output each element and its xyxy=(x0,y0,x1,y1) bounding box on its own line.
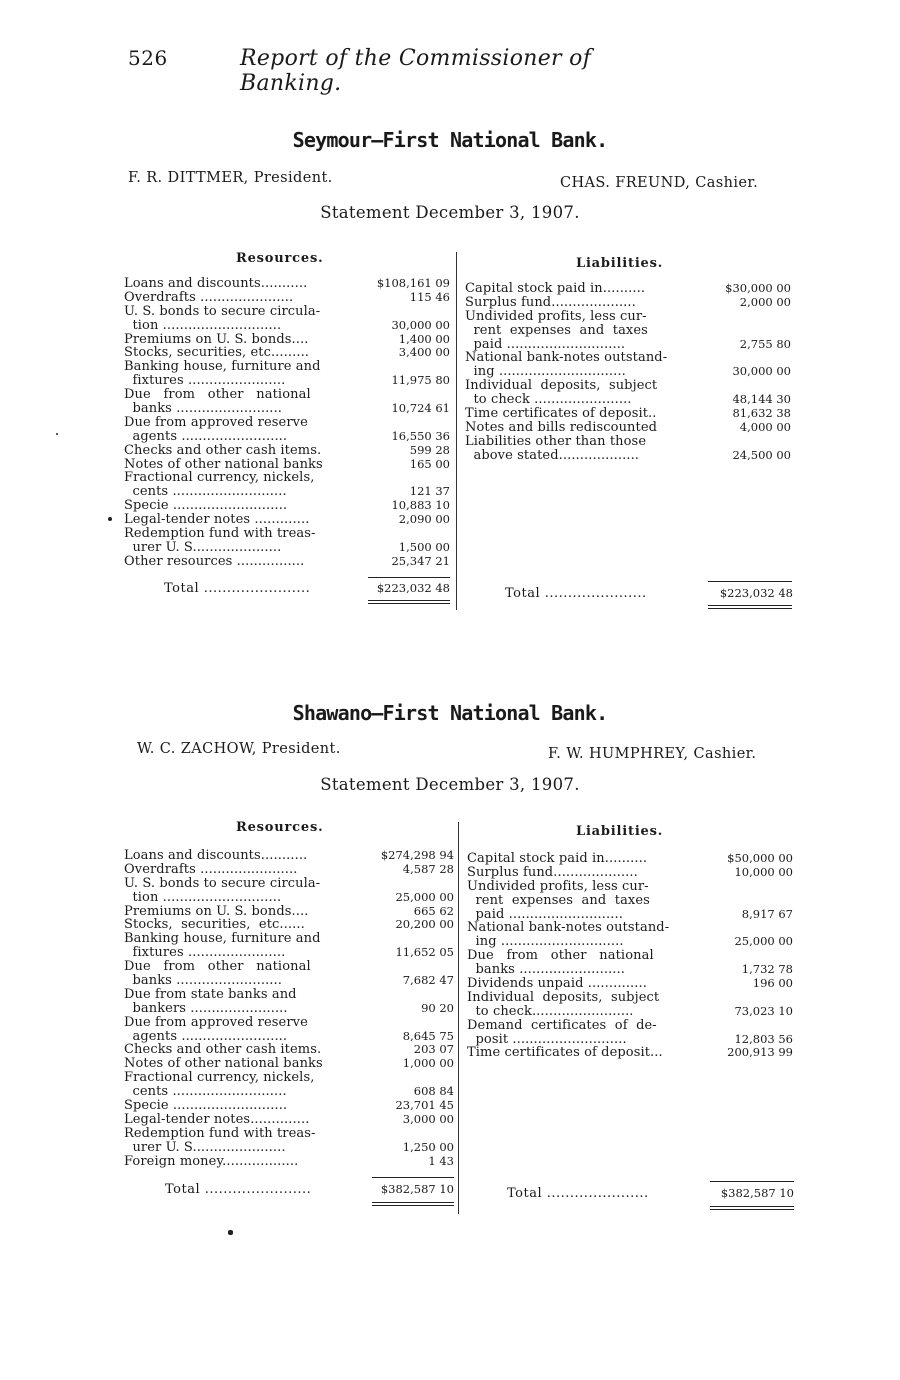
president-name: W. C. ZACHOW, President. xyxy=(137,741,341,757)
liability-row xyxy=(465,282,791,296)
resource-row xyxy=(124,1043,454,1057)
resource-label: agents ......................... xyxy=(124,1028,288,1044)
column-divider xyxy=(458,822,459,1214)
total-double-rule xyxy=(708,608,792,609)
resource-row xyxy=(124,444,450,458)
resource-amount: 608 84 xyxy=(413,1084,454,1099)
resource-label: fixtures ....................... xyxy=(124,945,286,961)
resource-row xyxy=(124,1127,454,1141)
liability-amount: 2,000 00 xyxy=(739,294,791,309)
resource-label: fixtures ....................... xyxy=(124,373,286,389)
resource-label: urer U. S...................... xyxy=(124,1139,286,1155)
total-label: Total ...................... xyxy=(505,586,647,601)
liability-row xyxy=(467,1046,793,1060)
liability-row xyxy=(465,393,791,407)
resource-row xyxy=(124,458,450,472)
resources-list xyxy=(124,277,450,569)
resource-label: Due from state banks and xyxy=(124,986,297,1002)
resource-amount: 115 46 xyxy=(409,289,450,304)
resource-row xyxy=(124,1016,454,1030)
resource-row xyxy=(124,305,450,319)
cashier-name: F. W. HUMPHREY, Cashier. xyxy=(548,746,757,762)
liabilities-heading: Liabilities. xyxy=(576,824,664,839)
liability-amount: 4,000 00 xyxy=(739,419,791,434)
liability-label: Dividends unpaid .............. xyxy=(467,976,647,992)
resource-amount: 7,682 47 xyxy=(402,973,454,988)
total-label: Total ....................... xyxy=(164,581,311,596)
liability-label: banks ......................... xyxy=(467,962,625,978)
liability-amount: 81,632 38 xyxy=(732,406,791,421)
print-speck xyxy=(56,433,58,435)
resource-row xyxy=(124,1141,454,1155)
resource-amount: 8,645 75 xyxy=(402,1028,454,1043)
resources-total xyxy=(164,581,450,597)
total-top-rule xyxy=(710,1181,794,1182)
resource-label: Premiums on U. S. bonds.... xyxy=(124,331,309,347)
resource-row xyxy=(124,863,454,877)
liability-amount: 48,144 30 xyxy=(732,392,791,407)
resource-row xyxy=(124,277,450,291)
liability-label: National bank-notes outstand- xyxy=(465,350,668,366)
president-name: F. R. DITTMER, President. xyxy=(128,170,333,186)
liability-row xyxy=(467,977,793,991)
resource-amount: 11,975 80 xyxy=(391,373,450,388)
liabilities-total xyxy=(505,586,793,602)
liability-row xyxy=(465,407,791,421)
bank-title: Shawano—First National Bank. xyxy=(292,701,608,725)
total-double-rule xyxy=(710,1206,794,1207)
liability-label: paid ........................... xyxy=(467,906,623,922)
running-title: Report of the Commissioner of Banking. xyxy=(240,46,592,96)
resource-amount: 203 07 xyxy=(413,1042,454,1057)
resource-row xyxy=(124,346,450,360)
liabilities-list xyxy=(467,852,793,1060)
liability-row xyxy=(465,296,791,310)
resource-label: Overdrafts ...................... xyxy=(124,289,294,305)
liability-row xyxy=(465,351,791,365)
total-double-rule xyxy=(708,605,792,606)
liability-label: Notes and bills rediscounted xyxy=(465,419,658,435)
resource-label: Redemption fund with treas- xyxy=(124,526,316,542)
resource-amount: 16,550 36 xyxy=(391,428,450,443)
resource-row xyxy=(124,319,450,333)
resource-label: Due from approved reserve xyxy=(124,414,308,430)
resource-row xyxy=(124,499,450,513)
resource-amount: 599 28 xyxy=(409,442,450,457)
resource-amount: 665 62 xyxy=(413,903,454,918)
liability-row xyxy=(467,894,793,908)
resource-label: Stocks, securities, etc...... xyxy=(124,917,305,933)
total-amount: $382,587 10 xyxy=(720,1186,794,1200)
resource-label: Checks and other cash items. xyxy=(124,442,322,458)
resource-row xyxy=(124,1071,454,1085)
liability-label: Individual deposits, subject xyxy=(467,989,660,1005)
resource-row xyxy=(124,430,450,444)
resource-row xyxy=(124,960,454,974)
liability-amount: 30,000 00 xyxy=(732,364,791,379)
liability-label: rent expenses and taxes xyxy=(467,892,650,908)
resource-row xyxy=(124,946,454,960)
resource-amount: 3,000 00 xyxy=(402,1111,454,1126)
resource-amount: 30,000 00 xyxy=(391,317,450,332)
liability-label: Undivided profits, less cur- xyxy=(465,308,647,324)
resource-amount: 90 20 xyxy=(421,1000,454,1015)
resource-label: Notes of other national banks xyxy=(124,1056,323,1072)
resource-amount: 10,724 61 xyxy=(391,401,450,416)
resource-row xyxy=(124,905,454,919)
liability-amount: 73,023 10 xyxy=(734,1003,793,1018)
column-divider xyxy=(456,252,457,610)
resource-amount: 165 00 xyxy=(409,456,450,471)
resource-amount: 25,347 21 xyxy=(391,553,450,568)
statement-date: Statement December 3, 1907. xyxy=(320,203,580,222)
resource-label: Loans and discounts........... xyxy=(124,276,308,291)
resource-label: Loans and discounts........... xyxy=(124,848,308,863)
liability-label: Liabilities other than those xyxy=(465,433,647,449)
liability-amount: 25,000 00 xyxy=(734,934,793,949)
liability-row xyxy=(467,949,793,963)
bank-title: Seymour—First National Bank. xyxy=(292,128,608,152)
resource-label: cents ........................... xyxy=(124,1084,287,1100)
resource-label: Specie ........................... xyxy=(124,498,288,514)
liability-row xyxy=(465,338,791,352)
liability-row xyxy=(465,310,791,324)
resource-amount: 2,090 00 xyxy=(398,512,450,527)
resources-list xyxy=(124,849,454,1168)
liability-row xyxy=(467,991,793,1005)
resource-label: Notes of other national banks xyxy=(124,456,323,472)
resource-amount: 20,200 00 xyxy=(395,917,454,932)
resource-label: cents ........................... xyxy=(124,484,287,500)
resource-row xyxy=(124,1085,454,1099)
resource-label: Fractional currency, nickels, xyxy=(124,1070,315,1086)
total-amount: $223,032 48 xyxy=(719,586,793,600)
resource-row xyxy=(124,988,454,1002)
liability-label: Undivided profits, less cur- xyxy=(467,878,649,894)
resource-label: Due from other national xyxy=(124,959,311,975)
resource-row xyxy=(124,1155,454,1169)
liability-amount: 200,913 99 xyxy=(727,1045,793,1060)
resource-amount: 1 43 xyxy=(428,1153,454,1168)
liability-label: Capital stock paid in.......... xyxy=(465,281,646,296)
liability-row xyxy=(467,852,793,866)
liabilities-total xyxy=(507,1186,794,1202)
liability-label: Surplus fund.................... xyxy=(467,864,638,880)
resource-row xyxy=(124,541,450,555)
resource-label: Redemption fund with treas- xyxy=(124,1125,316,1141)
resource-label: urer U. S..................... xyxy=(124,539,282,555)
liability-amount: 24,500 00 xyxy=(732,447,791,462)
liability-row xyxy=(465,365,791,379)
resource-row xyxy=(124,932,454,946)
liability-amount: 10,000 00 xyxy=(734,864,793,879)
liability-label: Capital stock paid in.......... xyxy=(467,851,648,866)
total-double-rule xyxy=(710,1209,794,1210)
resource-row xyxy=(124,891,454,905)
resource-row xyxy=(124,485,450,499)
resource-row xyxy=(124,918,454,932)
liability-row xyxy=(467,880,793,894)
liability-row xyxy=(467,1033,793,1047)
resource-amount: 1,000 00 xyxy=(402,1056,454,1071)
resource-row xyxy=(124,877,454,891)
resource-row xyxy=(124,471,450,485)
resource-amount: 121 37 xyxy=(409,484,450,499)
total-double-rule xyxy=(368,603,450,604)
total-top-rule xyxy=(372,1177,454,1178)
resource-row xyxy=(124,555,450,569)
resource-label: bankers ....................... xyxy=(124,1000,288,1016)
liability-label: posit ........................... xyxy=(467,1031,627,1047)
liability-label: ing .............................. xyxy=(465,364,626,380)
resource-label: Banking house, furniture and xyxy=(124,359,321,375)
liability-amount: 1,732 78 xyxy=(741,962,793,977)
liability-row xyxy=(467,1005,793,1019)
liability-label: Time certificates of deposit... xyxy=(467,1045,663,1061)
resource-row xyxy=(124,374,450,388)
liability-amount: 2,755 80 xyxy=(739,336,791,351)
total-label: Total ...................... xyxy=(507,1186,649,1201)
resource-amount: 23,701 45 xyxy=(395,1098,454,1113)
liability-amount: $30,000 00 xyxy=(725,281,791,295)
resource-amount: 11,652 05 xyxy=(395,945,454,960)
liability-amount: 196 00 xyxy=(752,976,793,991)
resource-row xyxy=(124,1113,454,1127)
liability-label: to check........................ xyxy=(467,1003,634,1019)
resource-label: Specie ........................... xyxy=(124,1098,288,1114)
resource-row xyxy=(124,1030,454,1044)
liability-label: rent expenses and taxes xyxy=(465,322,648,338)
liability-label: Surplus fund.................... xyxy=(465,294,636,310)
liability-label: Time certificates of deposit.. xyxy=(465,406,657,422)
resource-label: agents ......................... xyxy=(124,428,288,444)
resource-label: Fractional currency, nickels, xyxy=(124,470,315,486)
total-double-rule xyxy=(368,600,450,601)
resource-amount: 1,500 00 xyxy=(398,539,450,554)
resource-label: Checks and other cash items. xyxy=(124,1042,322,1058)
resource-row xyxy=(124,1002,454,1016)
resources-heading: Resources. xyxy=(236,820,324,835)
resource-row xyxy=(124,1057,454,1071)
total-top-rule xyxy=(708,581,792,582)
resource-row xyxy=(124,974,454,988)
resources-heading: Resources. xyxy=(236,251,324,266)
cashier-name: CHAS. FREUND, Cashier. xyxy=(560,175,759,191)
liability-amount: 12,803 56 xyxy=(734,1031,793,1046)
liability-row xyxy=(465,435,791,449)
resource-amount: 3,400 00 xyxy=(398,345,450,360)
resource-label: tion ............................ xyxy=(124,889,282,905)
statement-date: Statement December 3, 1907. xyxy=(320,775,580,794)
resource-label: Other resources ................ xyxy=(124,553,305,569)
total-top-rule xyxy=(368,577,450,578)
liability-row xyxy=(467,921,793,935)
resource-amount: 4,587 28 xyxy=(402,861,454,876)
resource-label: U. S. bonds to secure circula- xyxy=(124,875,321,891)
resource-label: U. S. bonds to secure circula- xyxy=(124,303,321,319)
total-double-rule xyxy=(372,1202,454,1203)
resource-label: Premiums on U. S. bonds.... xyxy=(124,903,309,919)
liability-row xyxy=(465,324,791,338)
print-speck xyxy=(228,1230,233,1235)
resource-amount: 1,400 00 xyxy=(398,331,450,346)
resource-row xyxy=(124,388,450,402)
resource-label: Foreign money.................. xyxy=(124,1153,299,1169)
liability-row xyxy=(467,866,793,880)
liabilities-list xyxy=(465,282,791,463)
resource-row xyxy=(124,416,450,430)
resource-label: Stocks, securities, etc......... xyxy=(124,345,310,361)
resource-row xyxy=(124,513,450,527)
liability-row xyxy=(467,908,793,922)
resource-amount: 25,000 00 xyxy=(395,889,454,904)
liability-label: to check ....................... xyxy=(465,392,632,408)
total-double-rule xyxy=(372,1205,454,1206)
resource-row xyxy=(124,333,450,347)
liability-row xyxy=(467,963,793,977)
page-header xyxy=(128,46,688,96)
resource-row xyxy=(124,402,450,416)
resource-label: Legal-tender notes ............. xyxy=(124,512,310,528)
liability-label: Due from other national xyxy=(467,948,654,964)
resources-total xyxy=(165,1182,454,1198)
liability-label: paid ............................ xyxy=(465,336,626,352)
resource-label: Banking house, furniture and xyxy=(124,931,321,947)
resource-row xyxy=(124,291,450,305)
liability-label: Individual deposits, subject xyxy=(465,378,658,394)
resource-row xyxy=(124,1099,454,1113)
liability-row xyxy=(465,421,791,435)
resource-label: banks ......................... xyxy=(124,401,282,417)
resource-row xyxy=(124,849,454,863)
resource-row xyxy=(124,360,450,374)
liability-amount: $50,000 00 xyxy=(727,851,793,865)
liability-row xyxy=(465,379,791,393)
liability-label: National bank-notes outstand- xyxy=(467,920,670,936)
liabilities-heading: Liabilities. xyxy=(576,256,664,271)
resource-label: banks ......................... xyxy=(124,973,282,989)
resource-label: Due from approved reserve xyxy=(124,1014,308,1030)
resource-amount: 10,883 10 xyxy=(391,498,450,513)
liability-label: Demand certificates of de- xyxy=(467,1017,657,1033)
resource-label: Due from other national xyxy=(124,387,311,403)
liability-label: above stated................... xyxy=(465,447,640,463)
resource-label: Legal-tender notes.............. xyxy=(124,1111,310,1127)
page-number: 526 xyxy=(128,46,168,70)
liability-row xyxy=(465,449,791,463)
total-amount: $382,587 10 xyxy=(380,1182,454,1196)
total-amount: $223,032 48 xyxy=(376,581,450,595)
resource-amount: $274,298 94 xyxy=(380,848,454,862)
resource-label: Overdrafts ....................... xyxy=(124,861,298,877)
print-speck xyxy=(108,517,112,521)
liability-row xyxy=(467,1019,793,1033)
liability-row xyxy=(467,935,793,949)
liability-amount: 8,917 67 xyxy=(741,906,793,921)
resource-row xyxy=(124,527,450,541)
resource-amount: 1,250 00 xyxy=(402,1139,454,1154)
resource-label: tion ............................ xyxy=(124,317,282,333)
resource-amount: $108,161 09 xyxy=(376,276,450,290)
liability-label: ing ............................. xyxy=(467,934,624,950)
total-label: Total ....................... xyxy=(165,1182,312,1197)
